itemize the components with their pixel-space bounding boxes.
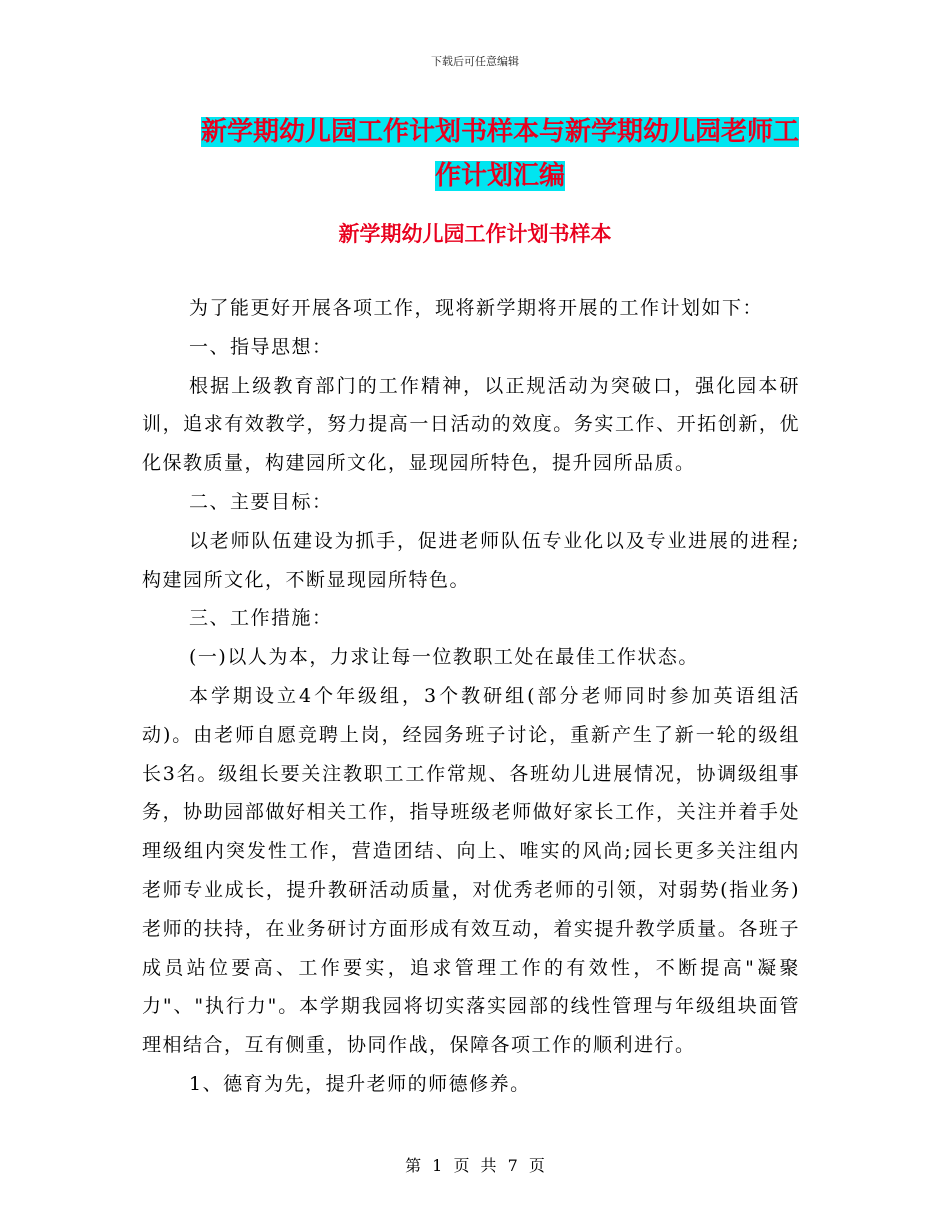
section-title: 新学期幼儿园工作计划书样本	[338, 221, 612, 246]
paragraph-intro: 为了能更好开展各项工作，现将新学期将开展的工作计划如下：	[189, 297, 764, 319]
heading-work-measures: 三、工作措施：	[189, 607, 333, 630]
main-title-line1: 新学期幼儿园工作计划书样本与新学期幼儿园老师工	[200, 117, 799, 147]
page-number: 第 1 页 共 7 页	[405, 1156, 545, 1175]
paragraph-guiding-ideology: 根据上级教育部门的工作精神，以正规活动为突破口，强化园本研训，追求有效教学，努力提高一日活动的效度。务实工作、开拓创新，优化保教质量，构建园所文化，显现园所特色，提升园所品质。	[142, 374, 800, 475]
main-title-line2: 作计划汇编	[434, 161, 565, 191]
document-body	[142, 289, 800, 1104]
header-note: 下载后可任意编辑	[431, 55, 519, 68]
heading-main-goals: 二、主要目标：	[189, 490, 333, 513]
subheading-people-oriented: (一)以人为本，力求让每一位教职工处在最佳工作状态。	[189, 646, 699, 669]
main-title	[140, 110, 860, 198]
paragraph-main-goals: 以老师队伍建设为抓手，促进老师队伍专业化以及专业进展的进程;构建园所文化，不断显现园所特色。	[142, 529, 800, 591]
heading-guiding-ideology: 一、指导思想：	[189, 335, 333, 358]
subheading-moral-education: 1、德育为先，提升老师的师德修养。	[189, 1072, 531, 1095]
paragraph-grade-groups: 本学期设立4个年级组，3个教研组(部分老师同时参加英语组活动)。由老师自愿竞聘上岗，经园务班子讨论，重新产生了新一轮的级组长3名。级组长要关注教职工工作常规、各班幼儿进展情况，协调级组事务，协助园部做好相关工作，指导班级老师做好家长工作，关注并着手处理级组内突发性工作，营造团结、向上、唯实的风尚;园长更多关注组内老师专业成长，提升教研活动质量，对优秀老师的引领，对弱势(指业务)老师的扶持，在业务研讨方面形成有效互动，着实提升教学质量。各班子成员站位要高、工作要实，追求管理工作的有效性，不断提高"凝聚力"、"执行力"。本学期我园将切实落实园部的线性管理与年级组块面管理相结合，互有侧重，协同作战，保障各项工作的顺利进行。	[142, 684, 800, 1057]
